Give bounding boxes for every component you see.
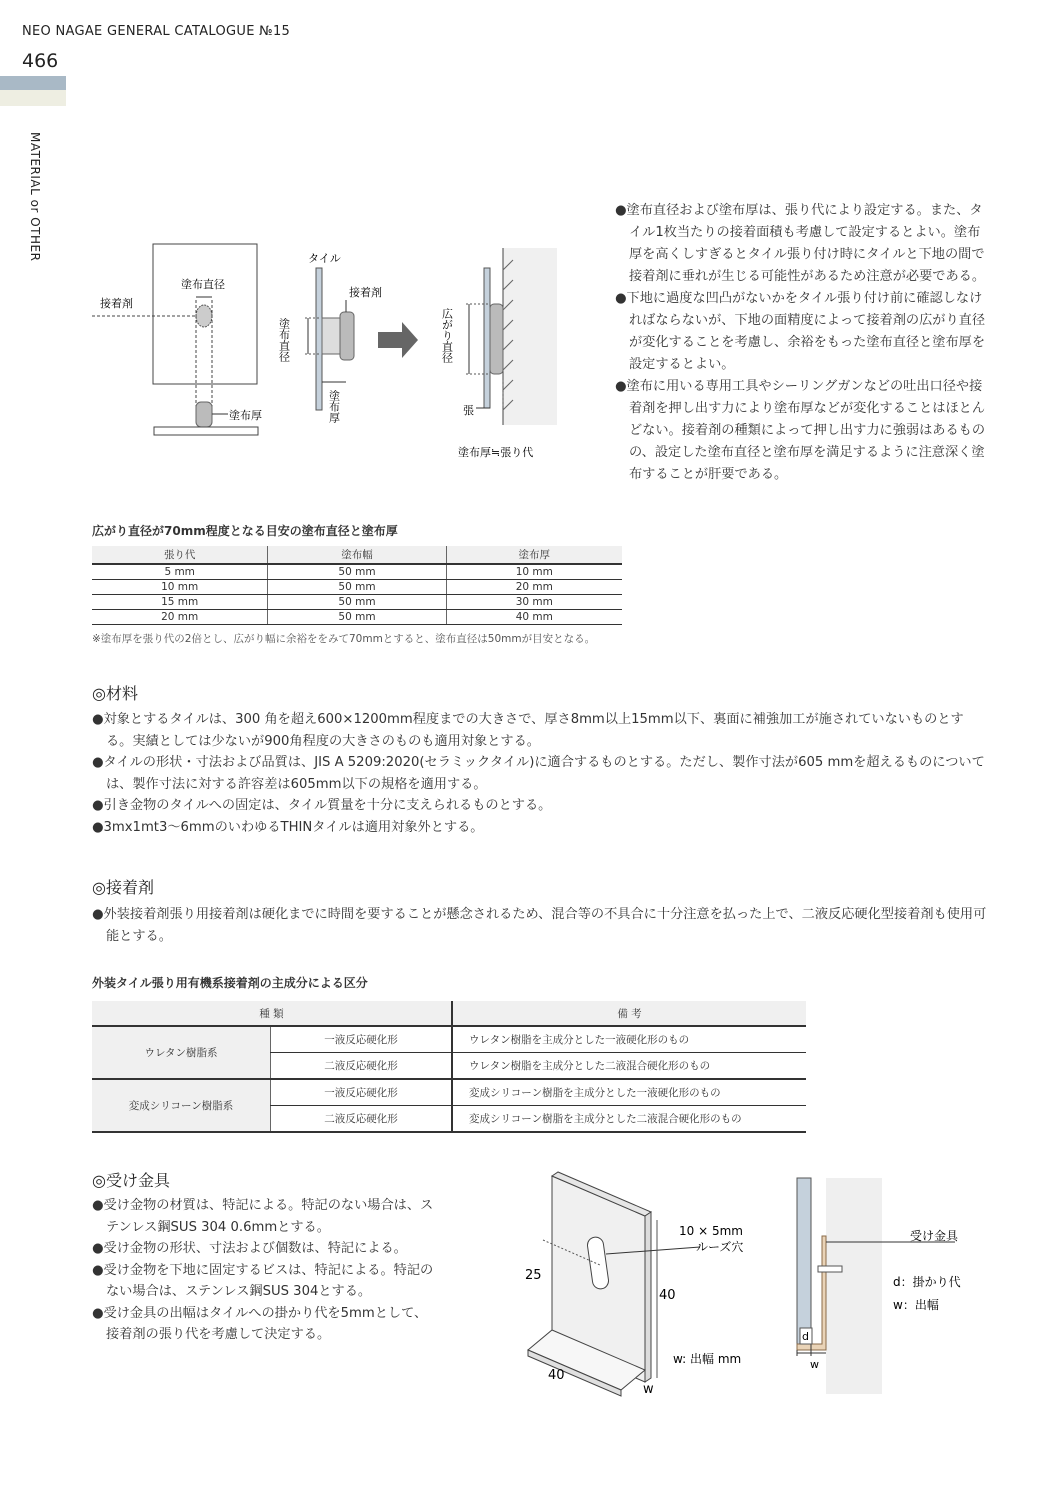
coating-thickness-label: 塗布厚	[229, 409, 262, 422]
tile-label: タイル	[308, 252, 341, 265]
table-cell: 30 mm	[446, 595, 622, 610]
side-section-label: MATERIAL or OTHER	[28, 132, 42, 262]
list-item: ●塗布に用いる専用工具やシーリングガンなどの吐出口径や接着剤を押し出す力により塗布厚などが変化することはほとんどない。接着剤の種類によって押し出す力に強弱はあるものの、設定した塗布直径と塗布厚を満足するように注意深く塗布することが肝要である。	[615, 379, 986, 482]
list-item: ●受け金物を下地に固定するビスは、特記による。特記のない場合は、ステンレス鋼SUS 304とする。	[92, 1262, 434, 1299]
dim-40-horizontal: 40	[548, 1368, 565, 1383]
table1-caption: 広がり直径が70mm程度となる目安の塗布直径と塗布厚	[92, 524, 398, 538]
table-header: 種 類	[92, 1001, 452, 1026]
list-item: ●下地に過度な凹凸がないかをタイル張り付け前に確認しなければならないが、下地の面精度によって接着剤の広がり直径が変化することを考慮し、余裕をもった塗布直径と塗布厚を設定するとよい。	[615, 291, 986, 372]
page-number: 466	[22, 50, 59, 72]
table-row	[92, 1026, 806, 1053]
adhesive-spread-diagram	[90, 235, 590, 470]
diagram1-caption: 塗布厚≒張り代	[458, 446, 534, 459]
list-item: ●受け金物の材質は、特記による。特記のない場合は、ステンレス鋼SUS 304 0.6mmとする。	[92, 1198, 434, 1235]
arrow-right-icon	[378, 322, 418, 358]
coating-table	[92, 546, 622, 625]
coating-thickness-vertical: 塗布厚	[327, 390, 341, 423]
table-row	[92, 1079, 806, 1106]
table-row	[92, 564, 622, 580]
table-header: 張り代	[92, 546, 268, 564]
w-note: w: 出幅 mm	[673, 1352, 742, 1366]
right-bullet-list	[615, 200, 987, 486]
slot-label-2: ルーズ穴	[696, 1240, 744, 1254]
materials-heading: ◎材料	[92, 684, 138, 703]
bond-label: 張	[463, 404, 474, 417]
table-cell: 20 mm	[92, 610, 268, 625]
table-cell: 一液反応硬化形	[271, 1026, 453, 1053]
adhesive-heading: ◎接着剤	[92, 878, 154, 897]
list-item: ●外装接着剤張り用接着剤は硬化までに時間を要することが懸念されるため、混合等の不具合に十分注意を払った上で、二液反応硬化型接着剤も使用可能とする。	[92, 907, 987, 944]
dim-25: 25	[525, 1268, 542, 1283]
table-cell: ウレタン樹脂を主成分とした一液硬化形のもの	[452, 1026, 806, 1053]
bracket-3d-diagram	[515, 1165, 780, 1405]
materials-list	[92, 709, 987, 838]
w-note-2: w：出幅	[893, 1298, 939, 1312]
table-row	[92, 580, 622, 595]
w-label: w	[810, 1358, 819, 1371]
coating-diameter-vertical: 塗布直径	[277, 318, 291, 362]
coating-diameter-label: 塗布直径	[181, 278, 225, 291]
table-cell: 変成シリコーン樹脂系	[92, 1079, 271, 1132]
list-item: ●対象とするタイルは、300 角を超え600×1200mm程度までの大きさで、厚さ8mm以上15mm以下、裏面に補強加工が施されていないものとする。実績としては少ないが900角程度の大きさのものも適用対象とする。	[92, 712, 964, 749]
dim-40-vertical: 40	[659, 1288, 676, 1303]
table1-note: ※塗布厚を張り代の2倍とし、広がり幅に余裕ををみて70mmとすると、塗布直径は50mmが目安となる。	[92, 633, 596, 645]
table-cell: ウレタン樹脂系	[92, 1026, 271, 1079]
d-note: d：掛かり代	[893, 1275, 961, 1289]
dim-w: w	[643, 1382, 654, 1397]
list-item: ●3mx1mt3～6mmのいわゆるTHINタイルは適用対象外とする。	[92, 819, 484, 835]
table-cell: 変成シリコーン樹脂を主成分とした二液混合硬化形のもの	[452, 1106, 806, 1133]
adhesive-label-2: 接着剤	[349, 286, 382, 299]
table-cell: 20 mm	[446, 580, 622, 595]
table2-caption: 外装タイル張り用有機系接着剤の主成分による区分	[92, 976, 368, 990]
table-cell: 10 mm	[92, 580, 268, 595]
table-row	[92, 610, 622, 625]
bracket-section-diagram	[790, 1170, 970, 1400]
table-cell: 二液反応硬化形	[271, 1053, 453, 1080]
list-item: ●受け金物の形状、寸法および個数は、特記による。	[92, 1241, 407, 1256]
adhesive-classification-table	[92, 1001, 806, 1133]
adhesive-list	[92, 904, 987, 947]
header-stripe-cream	[0, 90, 66, 106]
fittings-heading: ◎受け金具	[92, 1171, 170, 1190]
table-cell: 二液反応硬化形	[271, 1106, 453, 1133]
table-cell: 一液反応硬化形	[271, 1079, 453, 1106]
bracket-label: 受け金具	[910, 1229, 959, 1243]
table-header: 塗布厚	[446, 546, 622, 564]
table-cell: 50 mm	[268, 580, 446, 595]
table-cell: 40 mm	[446, 610, 622, 625]
catalogue-title: NEO NAGAE GENERAL CATALOGUE №15	[22, 24, 291, 39]
spread-diameter-vertical: 広がり直径	[440, 308, 454, 363]
table-cell: 10 mm	[446, 564, 622, 580]
list-item: ●塗布直径および塗布厚は、張り代により設定する。また、タイル1枚当たりの接着面積も考慮して設定するとよい。塗布厚を高くしすぎるとタイル張り付け時にタイルと下地の間で接着剤に垂れが生じる可能性があるため注意が必要である。	[615, 203, 986, 284]
header-stripe-blue	[0, 76, 66, 90]
table-cell: 5 mm	[92, 564, 268, 580]
table-header: 備 考	[452, 1001, 806, 1026]
list-item: ●受け金具の出幅はタイルへの掛かり代を5mmとして、接着剤の張り代を考慮して決定する。	[92, 1305, 428, 1342]
table-row	[92, 595, 622, 610]
table-cell: 50 mm	[268, 564, 446, 580]
d-label: d	[802, 1330, 809, 1343]
table-header: 塗布幅	[268, 546, 446, 564]
table-cell: ウレタン樹脂を主成分とした二液混合硬化形のもの	[452, 1053, 806, 1080]
table-cell: 50 mm	[268, 610, 446, 625]
list-item: ●引き金物のタイルへの固定は、タイル質量を十分に支えられるものとする。	[92, 798, 552, 813]
list-item: ●タイルの形状・寸法および品質は、JIS A 5209:2020(セラミックタイル)に適合するものとする。ただし、製作寸法が605 mmを超えるものについては、製作寸法に対する許容差は605mm以下の規格を適用する。	[92, 755, 985, 792]
adhesive-label: 接着剤	[100, 297, 133, 310]
table-cell: 変成シリコーン樹脂を主成分とした一液硬化形のもの	[452, 1079, 806, 1106]
table-cell: 50 mm	[268, 595, 446, 610]
slot-label-1: 10 × 5mm	[679, 1224, 743, 1238]
fittings-list	[92, 1195, 437, 1346]
table-cell: 15 mm	[92, 595, 268, 610]
